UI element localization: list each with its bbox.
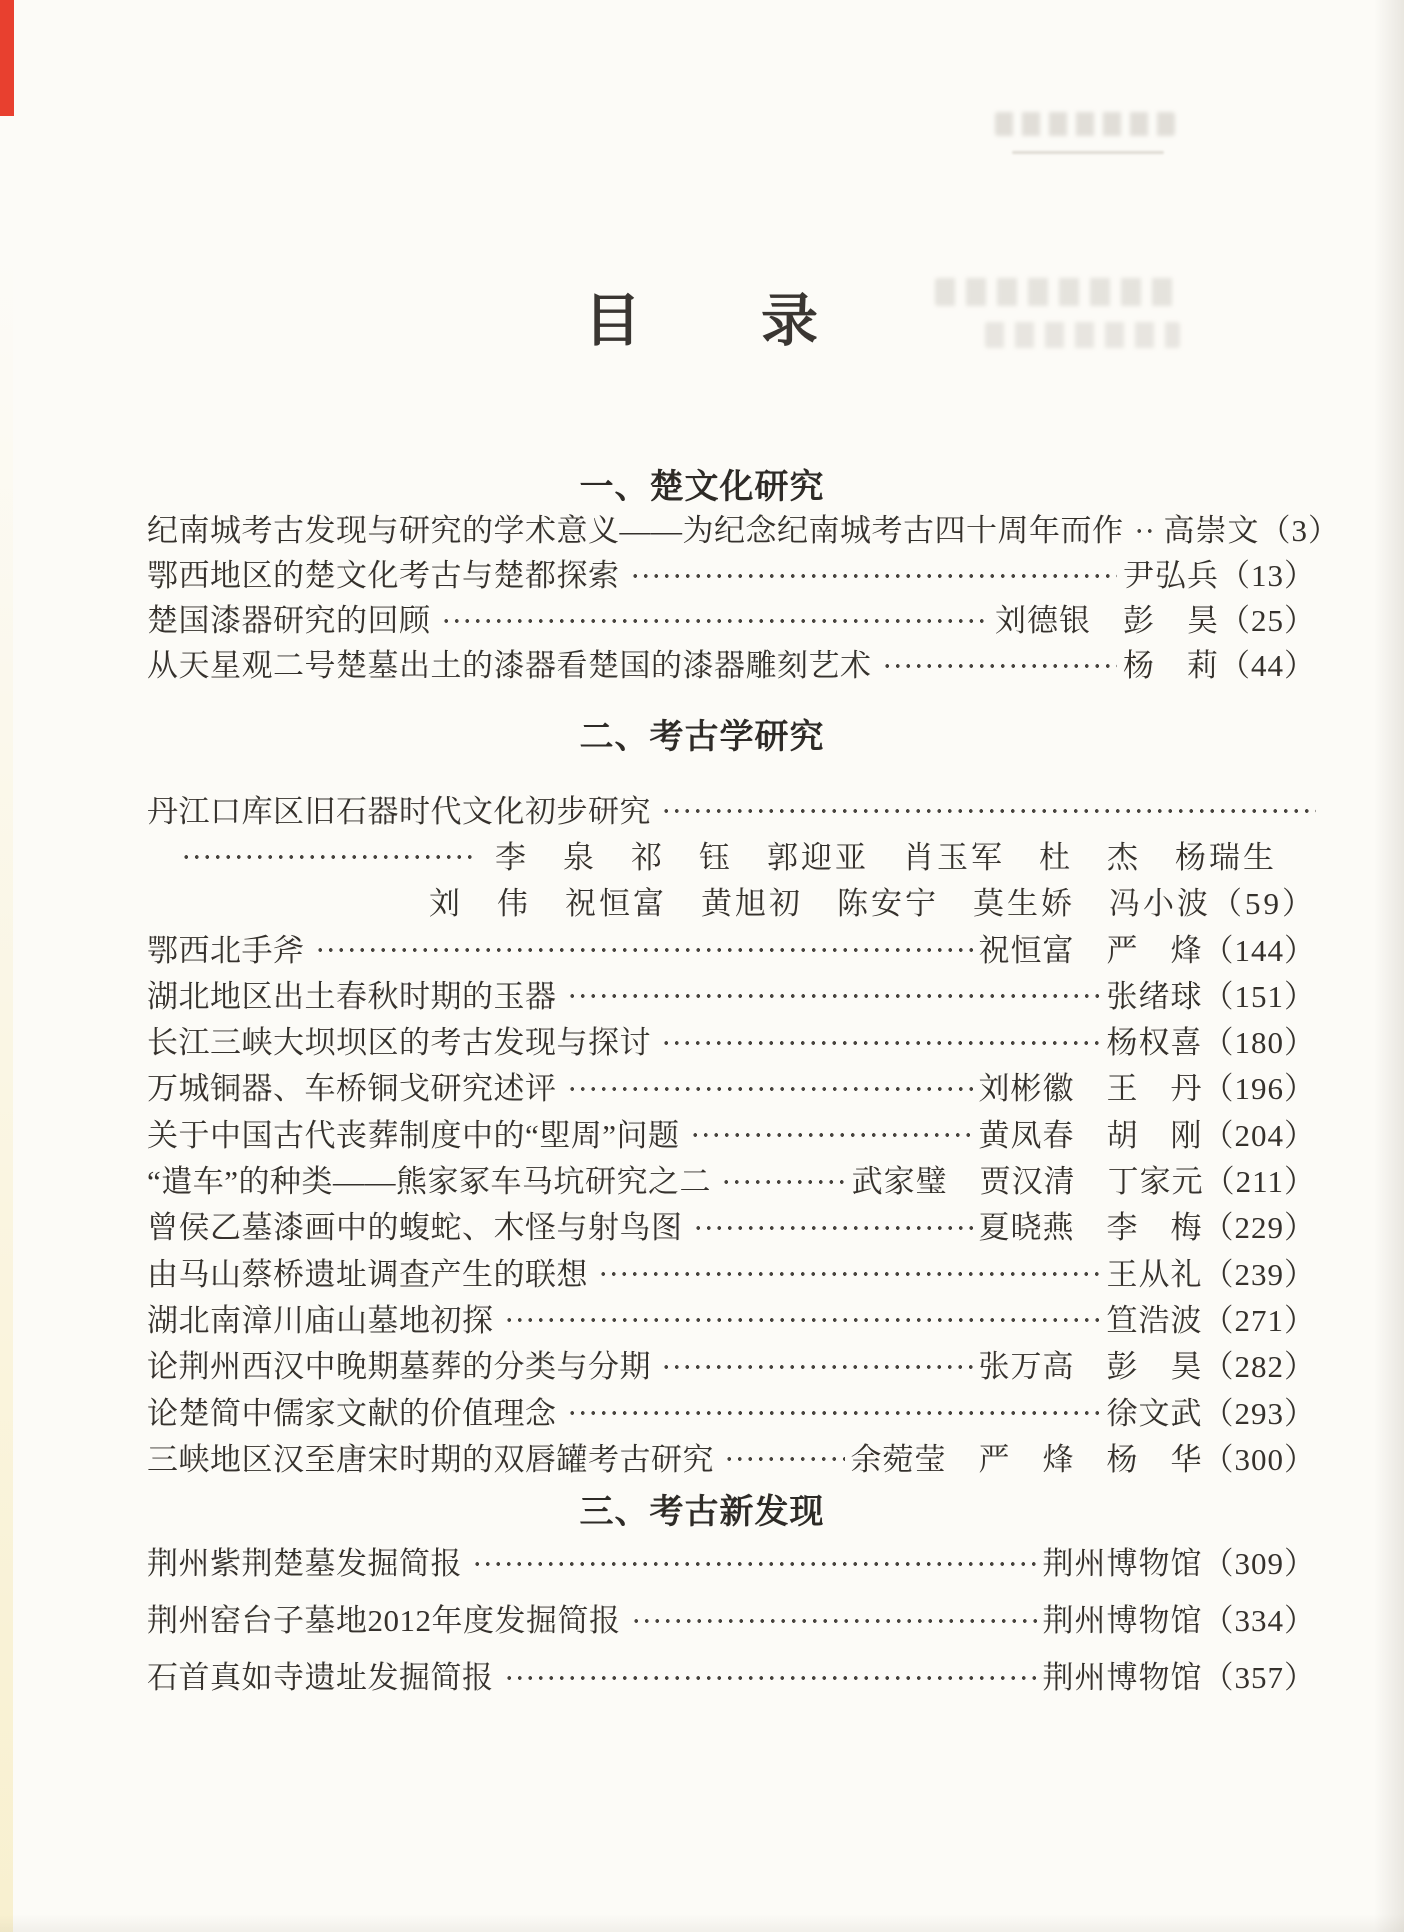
toc-entry — [147, 1155, 1316, 1201]
toc-entry — [147, 1646, 1316, 1703]
toc-entry — [147, 1248, 1316, 1294]
dot-leader — [631, 1614, 1037, 1628]
entry-title: 曾侯乙墓漆画中的蝮蛇、木怪与射鸟图 — [147, 1210, 683, 1246]
dot-leader — [693, 1221, 973, 1235]
dot-leader — [181, 850, 473, 864]
entry-title: 荆州紫荆楚墓发掘简报 — [147, 1546, 462, 1581]
dot-leader — [598, 1267, 1101, 1281]
entry-authors-page: 徐文武（293） — [1106, 1395, 1316, 1431]
scan-right-shadow — [1374, 0, 1404, 1932]
entry-title: 由马山蔡桥遗址调查产生的联想 — [147, 1256, 588, 1292]
entry-title: 荆州窑台子墓地2012年度发掘简报 — [147, 1603, 621, 1638]
entry-authors-page: 黄凤春 胡 刚（204） — [978, 1117, 1316, 1153]
section-new-discoveries-entries — [147, 1532, 1316, 1703]
toc-entry — [147, 1109, 1316, 1155]
dot-leader — [567, 1082, 973, 1096]
bleedthrough-text-smudge — [995, 112, 1175, 136]
bleedthrough-rule-line — [1012, 151, 1164, 154]
entry-title: 湖北南漳川庙山墓地初探 — [147, 1302, 494, 1338]
entry-authors-page: 杨 莉（44） — [1123, 648, 1316, 683]
entry-title: 鄂西地区的楚文化考古与楚都探索 — [147, 558, 620, 593]
entry-authors-page: 余菀莹 严 烽 杨 华（300） — [850, 1441, 1316, 1477]
entry-title: 鄂西北手斧 — [147, 932, 305, 968]
toc-entry — [147, 550, 1316, 595]
toc-entry — [147, 1202, 1316, 1248]
toc-entry — [147, 1063, 1316, 1109]
dot-leader — [1134, 524, 1158, 538]
book-spine-red-strip — [0, 0, 14, 116]
toc-entry — [147, 595, 1316, 640]
toc-entry — [147, 1433, 1316, 1479]
dot-leader — [882, 659, 1118, 673]
toc-entry — [147, 1387, 1316, 1433]
toc-entry-authors-continuation — [147, 831, 1316, 877]
section-heading-new-discoveries: 三、考古新发现 — [579, 1493, 825, 1531]
entry-title: 丹江口库区旧石器时代文化初步研究 — [147, 793, 651, 829]
entry-title: “遣车”的种类——熊家冢车马坑研究之二 — [147, 1164, 712, 1200]
entry-title: 论楚简中儒家文献的价值理念 — [147, 1395, 557, 1431]
entry-authors-page: 荆州博物馆（309） — [1042, 1546, 1316, 1581]
toc-entry — [147, 505, 1340, 550]
entry-authors-page: 夏晓燕 李 梅（229） — [978, 1210, 1316, 1246]
entry-title: 关于中国古代丧葬制度中的“堲周”问题 — [147, 1117, 680, 1153]
dot-leader — [630, 569, 1118, 583]
entry-authors-page: 尹弘兵（13） — [1123, 558, 1316, 593]
toc-entry — [147, 1341, 1316, 1387]
entry-authors-page: 武家璧 贾汉清 丁家元（211） — [851, 1164, 1316, 1200]
dot-leader — [567, 989, 1101, 1003]
entry-authors-page: 王从礼（239） — [1106, 1256, 1316, 1292]
dot-leader — [472, 1557, 1037, 1571]
page-title: 目 录 — [584, 290, 820, 353]
toc-entry — [147, 785, 1316, 831]
entry-title: 长江三峡大坝坝区的考古发现与探讨 — [147, 1025, 651, 1061]
section-heading-archaeology-research: 二、考古学研究 — [579, 718, 825, 756]
section-heading-chu-culture: 一、楚文化研究 — [579, 468, 825, 506]
scan-bottom-shadow — [0, 1914, 1404, 1932]
entry-authors-page: 刘德银 彭 昊（25） — [995, 603, 1316, 638]
entry-authors-page: 张绪球（151） — [1106, 978, 1316, 1014]
dot-leader — [504, 1313, 1101, 1327]
entry-title: 纪南城考古发现与研究的学术意义——为纪念纪南城考古四十周年而作 — [147, 513, 1124, 548]
toc-entry — [147, 970, 1316, 1016]
entry-title: 楚国漆器研究的回顾 — [147, 603, 431, 638]
toc-entry-authors-continuation — [147, 878, 1316, 924]
dot-leader — [661, 804, 1316, 818]
entry-authors-page: 杨权喜（180） — [1106, 1025, 1316, 1061]
entry-authors-page: 张万高 彭 昊（282） — [978, 1349, 1316, 1385]
dot-leader — [315, 943, 973, 957]
dot-leader — [661, 1360, 973, 1374]
entry-title: 石首真如寺遗址发掘简报 — [147, 1660, 494, 1695]
section-archaeology-research-entries — [147, 785, 1316, 1479]
entry-authors-page: 刘彬徽 王 丹（196） — [978, 1071, 1316, 1107]
dot-leader — [504, 1671, 1037, 1685]
dot-leader — [661, 1036, 1101, 1050]
entry-title: 三峡地区汉至唐宋时期的双唇罐考古研究 — [147, 1441, 714, 1477]
section-chu-culture-entries — [147, 505, 1340, 685]
entry-authors-page: 祝恒富 严 烽（144） — [978, 932, 1316, 968]
toc-entry — [147, 1294, 1316, 1340]
dot-leader — [441, 614, 990, 628]
toc-entry — [147, 924, 1316, 970]
dot-leader — [567, 1406, 1101, 1420]
entry-title: 湖北地区出土春秋时期的玉器 — [147, 978, 557, 1014]
dot-leader — [690, 1128, 973, 1142]
entry-title: 万城铜器、车桥铜戈研究述评 — [147, 1071, 557, 1107]
toc-entry — [147, 1589, 1316, 1646]
entry-authors-page: 荆州博物馆（334） — [1042, 1603, 1316, 1638]
entry-authors-page: 高崇文（3） — [1163, 513, 1340, 548]
entry-authors-page: 刘 伟 祝恒富 黄旭初 陈安宁 莫生娇 冯小波（59） — [429, 886, 1316, 922]
entry-authors: 李 泉 祁 钰 郭迎亚 肖玉军 杜 杰 杨瑞生 — [495, 839, 1277, 875]
toc-entry — [147, 1016, 1316, 1062]
toc-entry — [147, 640, 1316, 685]
toc-entry — [147, 1532, 1316, 1589]
dot-leader — [721, 1175, 846, 1189]
entry-title: 论荆州西汉中晚期墓葬的分类与分期 — [147, 1349, 651, 1385]
entry-authors-page: 笪浩波（271） — [1106, 1302, 1316, 1338]
entry-title: 从天星观二号楚墓出土的漆器看楚国的漆器雕刻艺术 — [147, 648, 872, 683]
page-edge-cream-strip — [0, 255, 13, 1932]
entry-authors-page: 荆州博物馆（357） — [1042, 1660, 1316, 1695]
dot-leader — [724, 1452, 845, 1466]
